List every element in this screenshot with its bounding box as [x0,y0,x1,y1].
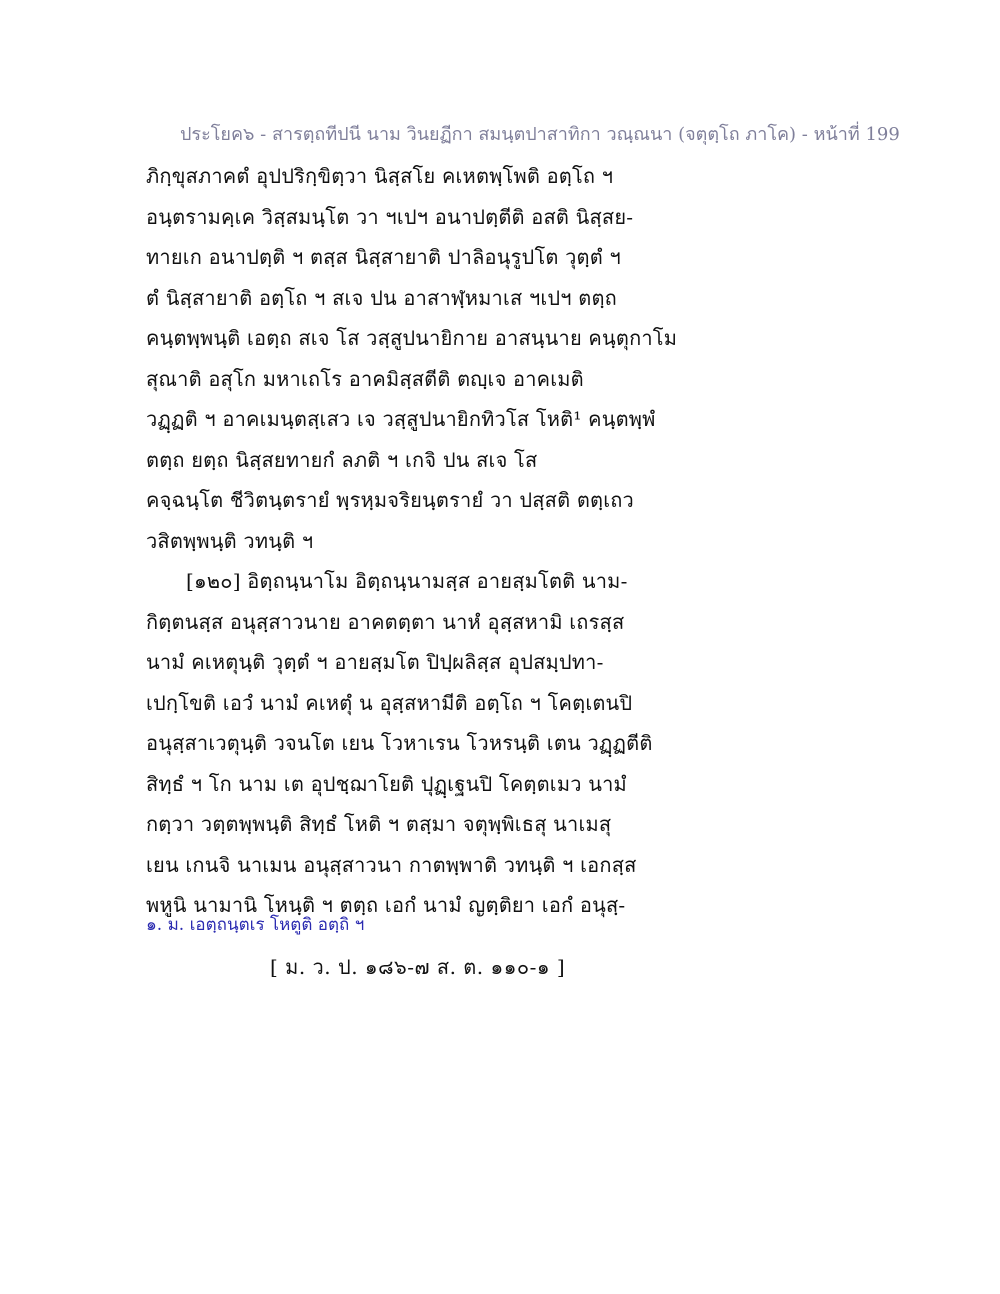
paragraph-start-120: [๑๒๐] อิตฺถนฺนาโม อิตฺถนฺนามสฺส อายสฺมโตติ นาม- [186,569,628,593]
text-line: เยน เกนจิ นาเมน อนุสฺสาวนา กาตพฺพาติ วทนฺติ ฯ เอกสฺส [146,852,637,877]
text-line: เปกฺโขติ เอวํ นามํ คเหตุํ น อุสฺสหามีติ อตฺโถ ฯ โคตฺเตนปิ [146,690,633,715]
text-line: คนฺตพฺพนฺติ เอตฺถ สเจ โส วสฺสูปนายิกาย อาสนฺนาย คนฺตุกาโม [146,326,678,350]
text-line: พหูนิ นามานิ โหนฺติ ฯ ตตฺถ เอกํ นามํ ญตฺติยา เอกํ อนุสฺ- [146,893,626,917]
text-line: กตฺวา วตฺตพฺพนฺติ สิทฺธํ โหติ ฯ ตสฺมา จตุพฺพิเธสุ นาเมสุ [146,812,612,836]
text-line: วฏฺฏติ ฯ อาคเมนฺตสฺเสว เจ วสฺสูปนายิกทิวโส โหติ¹ คนฺตพฺพํ [146,407,656,431]
text-line: คจฺฉนฺโต ชีวิตนฺตรายํ พฺรหฺมจริยนฺตรายํ วา ปสฺสติ ตตฺเถว [146,488,634,512]
text-line: ทายเก อนาปตฺติ ฯ ตสฺส นิสฺสายาติ ปาลิอนุรูปโต วุตฺตํ ฯ [146,245,621,269]
text-line: อนุสฺสาเวตุนฺติ วจนโต เยน โวหาเรน โวหรนฺติ เตน วฏฺฏตีติ [146,731,653,755]
running-header: ประโยค๖ - สารตฺถทีปนี นาม วินยฏีกา สมนฺตปาสาทิกา วณฺณนา (จตุตฺโถ ภาโค) - หน้าที่ 199 [180,124,900,145]
text-line: สุณาติ อสุโก มหาเถโร อาคมิสฺสตีติ ตญฺเจ อาคเมติ [146,366,584,391]
text-line: ตตฺถ ยตฺถ นิสฺสยทายกํ ลภติ ฯ เกจิ ปน สเจ โส [146,447,538,472]
text-line: สิทฺธํ ฯ โก นาม เต อุปชฺฌาโยติ ปุฏฺเฐนปิ โคตฺตเมว นามํ [146,771,627,796]
page-reference: [ ม. ว. ป. ๑๘๖-๗ ส. ต. ๑๑๐-๑ ] [270,955,566,979]
text-line: วสิตพฺพนฺติ วทนฺติ ฯ [146,528,314,553]
text-line: นามํ คเหตุนฺติ วุตฺตํ ฯ อายสฺมโต ปิปฺผลิสฺส อุปสมฺปทา- [146,650,604,674]
main-text [146,156,766,926]
text-line: ตํ นิสฺสายาติ อตฺโถ ฯ สเจ ปน อาสาฬฺหมาเส ฯเปฯ ตตฺถ [146,285,617,310]
text-line: ภิกฺขุสภาคตํ อุปปริกฺขิตฺวา นิสฺสโย คเหตพฺโพติ อตฺโถ ฯ [146,164,614,188]
footnote: ๑. ม. เอตฺถนฺตเร โหตูติ อตฺถิ ฯ [146,915,365,935]
text-line: กิตฺตนสฺส อนุสฺสาวนาย อาคตตฺตา นาหํ อุสฺสหามิ เถรสฺส [146,609,625,634]
text-line: อนฺตรามคฺเค วิสฺสมนฺโต วา ฯเปฯ อนาปตฺตีติ อสติ นิสฺสย- [146,204,634,229]
